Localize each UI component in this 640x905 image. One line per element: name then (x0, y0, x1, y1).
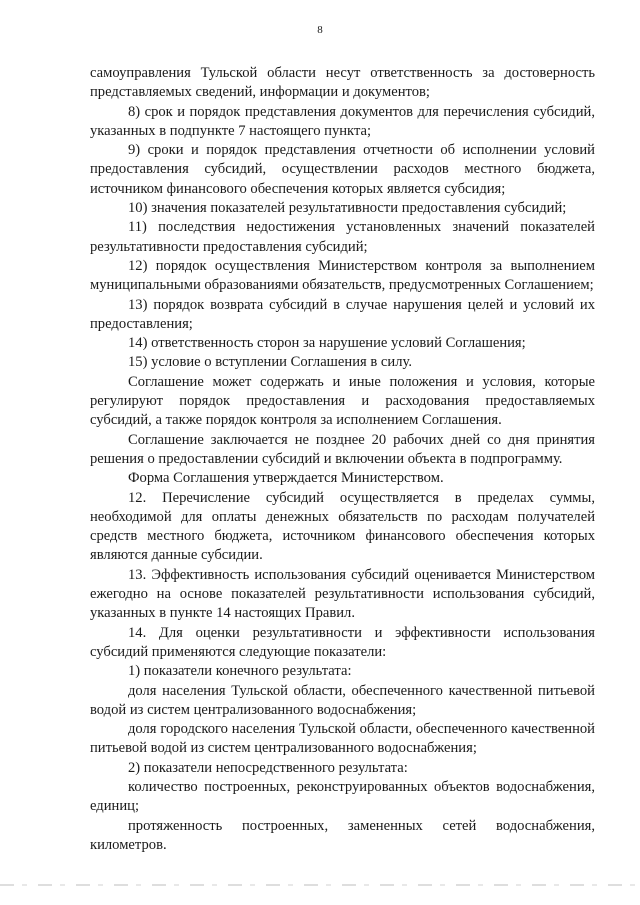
paragraph: 9) сроки и порядок представления отчетности об исполнении условий предоставления субсидий, осуществлении расходов местного бюджета, источником финансового обеспечения которых является субсидия; (90, 142, 595, 197)
paragraph: количество построенных, реконструированных объектов водоснабжения, единиц; (90, 778, 595, 815)
paragraph: доля городского населения Тульской области, обеспеченного качественной питьевой водой из систем централизованного водоснабжения; (90, 721, 595, 757)
document-body (90, 64, 595, 855)
paragraph: Форма Соглашения утверждается Министерством. (128, 470, 444, 487)
paragraph: Соглашение может содержать и иные положения и условия, которые регулируют порядок предоставления и расходования предоставляемых субсидий, а также порядок контроля за исполнением Соглашения. (90, 373, 595, 429)
paragraph: самоуправления Тульской области несут ответственность за достоверность представляемых сведений, информации и документов; (90, 65, 595, 101)
paragraph: 10) значения показателей результативности предоставления субсидий; (128, 200, 567, 217)
paragraph: 1) показатели конечного результата: (128, 663, 352, 680)
paragraph: 15) условие о вступлении Соглашения в силу. (128, 354, 412, 371)
paragraph: 13) порядок возврата субсидий в случае нарушения целей и условий их предоставления; (90, 296, 595, 332)
paragraph: 11) последствия недостижения установленных значений показателей результативности предоставления субсидий; (90, 219, 595, 255)
paragraph: 12. Перечисление субсидий осуществляется в пределах суммы, необходимой для оплаты денежных обязательств по расходам получателей средств местного бюджета, источником финансового обеспечения которых являются данные субсидии. (90, 489, 595, 564)
paragraph: 14) ответственность сторон за нарушение условий Соглашения; (128, 335, 526, 352)
page-number: 8 (317, 24, 323, 36)
paragraph: Соглашение заключается не позднее 20 рабочих дней со дня принятия решения о предоставлении субсидий и включении объекта в подпрограмму. (90, 431, 595, 467)
paragraph: 14. Для оценки результативности и эффективности использования субсидий применяются следующие показатели: (90, 624, 595, 660)
paragraph: 2) показатели непосредственного результата: (128, 759, 408, 776)
paragraph: 8) срок и порядок представления документов для перечисления субсидий, указанных в подпункте 7 настоящего пункта; (90, 103, 595, 139)
paragraph: протяженность построенных, замененных сетей водоснабжения, километров. (90, 817, 595, 853)
paragraph: доля населения Тульской области, обеспеченного качественной питьевой водой из систем централизованного водоснабжения; (90, 682, 595, 718)
paragraph: 13. Эффективность использования субсидий оценивается Министерством ежегодно на основе показателей результативности использования субсидий, указанных в пункте 14 настоящих Правил. (90, 566, 595, 622)
paragraph: 12) порядок осуществления Министерством контроля за выполнением муниципальными образованиями обязательств, предусмотренных Соглашением; (90, 257, 595, 294)
scan-edge-artifact (0, 884, 640, 886)
